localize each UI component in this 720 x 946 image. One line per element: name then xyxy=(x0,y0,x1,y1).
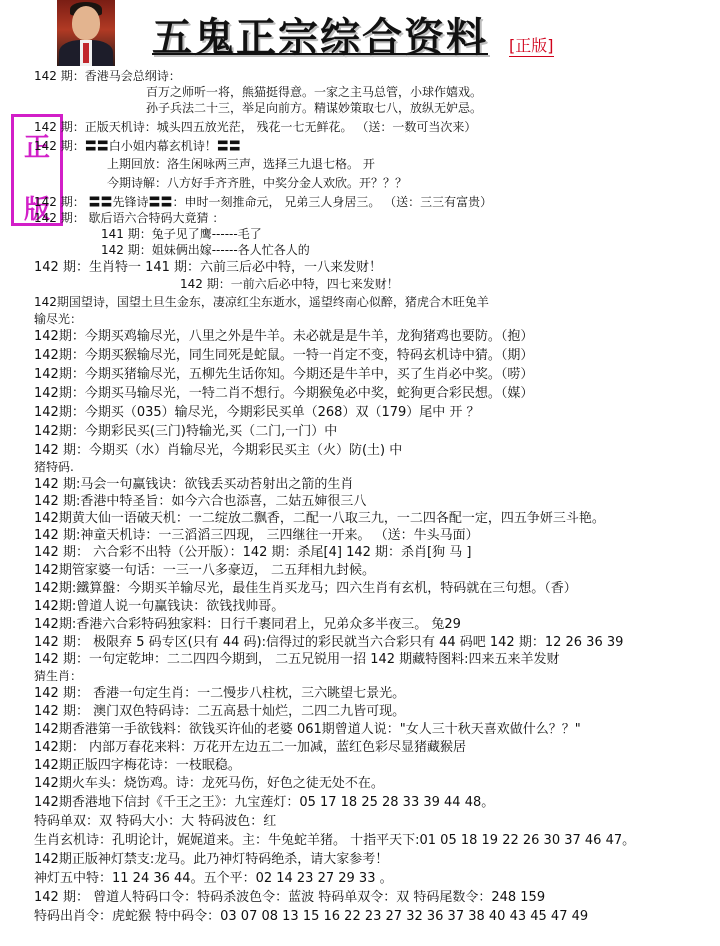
text-line: 142期火车头：烧饬鸡。诗：龙死马伤，好色之徒无处不在。 xyxy=(34,776,384,791)
text-line: 142 期：一句定乾坤：二二四四今期到， 二五兄锐用一招 142 期藏特图料:四来五来羊发财 xyxy=(34,652,560,667)
text-line: 特码出肖令：虎蛇猴 特中码令：03 07 08 13 15 16 22 23 27 32 36 37 38 40 43 45 47 49 xyxy=(34,909,589,924)
text-line: 142期:香港六合彩特码独家料：日行千裹同君上，兄弟众多半夜三。 兔29 xyxy=(34,617,461,632)
text-line: 142期：今期买猴输尽光，同生同死是蛇鼠。一特一肖定不变，特码玄机诗中猜。（期） xyxy=(34,348,534,363)
version-badge: [正版] xyxy=(509,36,554,55)
text-line: 142 期： 曾道人特码口令：特码杀波色令：蓝波 特码单双令：双 特码尾数令：248 159 xyxy=(34,890,546,905)
stamp-char-2: 版 xyxy=(24,195,51,225)
text-line: 142期管家婆一句话：一三一八多豪迈， 二五拜相九封候。 xyxy=(34,563,375,578)
text-line: 孙子兵法二十三，举足向前方。精谋妙策取七八，放纵无妒忌。 xyxy=(146,101,483,115)
text-line: 142期： 内部万春花来料：万花开左边五二一加减，蓝红色彩尽显猪藏猴居 xyxy=(34,740,466,755)
text-line: 142 期:神童天机诗：一三滔滔三四现， 三四继往一开来。 （送：牛头马面） xyxy=(34,528,479,543)
text-line: 142期:鐵算盤：今期买羊输尽光，最佳生肖买龙马；四六生肖有玄机，特码就在三句想。（香） xyxy=(34,581,577,596)
text-line: 142 期:马会一句赢钱诀：欲钱丢买动苔射出之箭的生肖 xyxy=(34,477,354,492)
text-line: 猜生肖： xyxy=(34,669,83,683)
text-line: 142 期： 六合彩不出特（公开版）：142 期：杀尾[4] 142 期：杀肖[狗 马 ] xyxy=(34,545,472,560)
text-line: 141 期：兔子见了鹰------毛了 xyxy=(101,227,262,241)
text-line: 142 期： 极限弃 5 码专区(只有 44 码):信得过的彩民就当六合彩只有 44 码吧 142 期：12 26 36 39 xyxy=(34,635,624,650)
text-line: 142期国望诗，国望土旦生金东，凄凉红尘东逝水，遥望终南心似醉，猪虎合木旺兔羊 xyxy=(34,295,489,309)
text-line: 142期：今期买猪输尽光，五柳先生话你知。今期还是牛羊中，买了生肖必中奖。（唠） xyxy=(34,367,534,382)
text-line: 142 期： 澳门双色特码诗：二五高悬十灿烂，二四二九皆可现。 xyxy=(34,704,406,719)
text-line: 142期:曾道人说一句赢钱诀：欲钱找帅哥。 xyxy=(34,599,285,614)
text-line: 142期：今期买马输尽光，一特二肖不想行。今期猴兔必中奖，蛇狗更合彩民想。（媒） xyxy=(34,386,534,401)
text-line: 猪特码. xyxy=(34,460,74,474)
header xyxy=(0,0,720,70)
text-line: 神灯五中特：11 24 36 44。五个平：02 14 23 27 29 33 。 xyxy=(34,871,393,886)
stamp-char-1: 正 xyxy=(24,133,51,163)
text-line: 142期香港地下信封《千王之王》：九宝莲灯：05 17 18 25 28 33 39 44 48。 xyxy=(34,795,495,810)
text-line: 142 期： 香港一句定生肖：一二慢步八柱枕，三六眺望七景光。 xyxy=(34,686,406,701)
text-line: 142 期：姐妹俩出嫁------各人忙各人的 xyxy=(101,243,310,257)
text-line: 142 期：香港马会总纲诗： xyxy=(34,69,181,83)
text-line: 142期香港第一手欲钱料：欲钱买许仙的老婆 061期曾道人说："女人三十秋天喜欢做什么？？" xyxy=(34,722,581,737)
text-line: 142 期：一前六后必中特，四七来发财！ xyxy=(180,277,399,291)
text-line: 输尽光： xyxy=(34,312,83,326)
text-line: 142 期： 〓〓先锋诗〓〓：申时一刻推命元， 兄弟三人身居三。 （送：三三有富贵） xyxy=(34,195,493,209)
page-title: 五鬼正宗综合资料 xyxy=(152,14,488,61)
text-line: 142期：今期买（035）输尽光，今期彩民买单（268）双（179）尾中 开 ？ xyxy=(34,405,480,420)
text-line: 142期：今期彩民买(三门)特输光,买（二门,一门）中 xyxy=(34,424,338,439)
text-line: 142 期：〓〓白小姐内幕玄机诗！〓〓 xyxy=(34,139,241,153)
avatar xyxy=(57,0,115,66)
text-line: 142期黄大仙一语破天机：一二绽放二飘香，二配一八取三九，一二四各配一定，四五争妍三斗艳。 xyxy=(34,511,605,526)
text-line: 142期正版神灯禁支:龙马。此乃神灯特码绝杀，请大家参考！ xyxy=(34,852,389,867)
text-line: 142 期：生肖特一 141 期：六前三后必中特，一八来发财！ xyxy=(34,260,383,275)
text-line: 上期回放：洛生闲咏两三声，选择三九退七格。 开 xyxy=(107,157,375,171)
text-line: 142 期：今期买（水）肖输尽光，今期彩民买主（火）防(土) 中 xyxy=(34,443,403,458)
text-line: 142 期:香港中特圣旨：如今六合也添喜，二姑五婶很三八 xyxy=(34,494,367,509)
text-line: 142 期： 歇后语六合特码大竟猜 ： xyxy=(34,211,225,225)
text-line: 今期诗解：八方好手齐齐胜，中奖分金人欢欣。开？？？ xyxy=(107,176,408,190)
text-line: 生肖玄机诗：孔明论计，娓娓道来。主：牛兔蛇羊猪。 十指平天下:01 05 18 19 22 26 30 37 46 47。 xyxy=(34,833,636,848)
text-line: 百万之师听一将，熊猫挺得意。一家之主马总管，小球作嬉戏。 xyxy=(146,85,483,99)
text-line: 特码单双：双 特码大小：大 特码波色：红 xyxy=(34,814,277,829)
text-line: 142期：今期买鸡输尽光，八里之外是牛羊。未必就是是牛羊，龙狗猪鸡也要防。（抱） xyxy=(34,329,534,344)
text-line: 142期正版四字梅花诗：一枝眠稳。 xyxy=(34,758,241,773)
text-line: 142 期：正版天机诗：城头四五放光茫， 残花一七无鲜花。 （送：一数可当次来） xyxy=(34,120,477,134)
